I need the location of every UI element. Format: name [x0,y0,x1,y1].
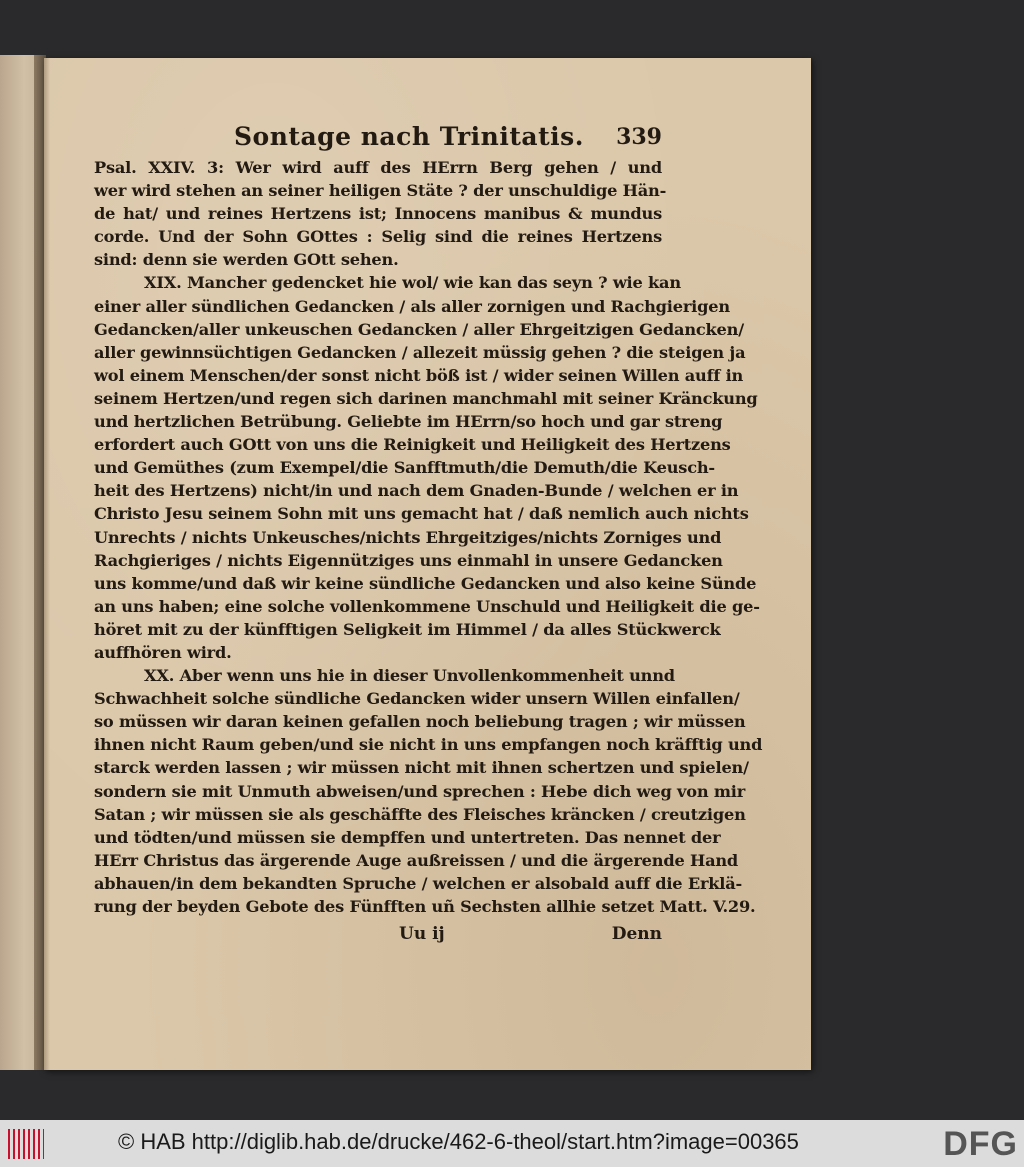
text-line: so müssen wir daran keinen gefallen noch beliebung tragen ; wir müssen [94,712,746,732]
text-line: abhauen/in dem bekandten Spruche / welchen er alsobald auff die Erklä- [94,873,743,893]
text-line: HErr Christus das ärgerende Auge außreissen / und die ärgerende Hand [94,850,739,870]
text-line: wol einem Menschen/der sonst nicht böß ist / wider seinen Willen auff in [94,365,744,385]
source-url-link[interactable]: © HAB http://diglib.hab.de/drucke/462-6-theol/start.htm?image=00365 [118,1129,799,1154]
text-line: Rachgieriges / nichts Eigennütziges uns einmahl in unsere Gedancken [94,550,723,570]
text-line: wer wird stehen an seiner heiligen Stäte ? der unschuldige Hän- [94,181,667,201]
paragraph-start: XX. Aber wenn uns hie in dieser Unvollenkommenheit unnd [144,666,675,686]
text-line: ihnen nicht Raum geben/und sie nicht in uns empfangen noch kräfftig und [94,735,763,755]
text-line: Gedancken/aller unkeuschen Gedancken / aller Ehrgeitzigen Gedancken/ [94,319,744,339]
text-line: de hat/ und reines Hertzens ist; Innocens manibus & mundus [94,204,662,224]
dfg-logo[interactable]: DFG [943,1125,1018,1163]
text-line: corde. Und der Sohn GOttes : Selig sind die reines Hertzens [94,227,662,247]
text-line: an uns haben; eine solche vollenkommene Unschuld und Heiligkeit die ge- [94,596,760,616]
text-line: Unrechts / nichts Unkeusches/nichts Ehrgeitziges/nichts Zorniges und [94,527,722,547]
text-line: auffhören wird. [94,642,232,662]
page-footer-marks [94,922,662,948]
text-line: Satan ; wir müssen sie als geschäffte des Fleisches kräncken / creutzigen [94,804,746,824]
text-line: und Gemüthes (zum Exempel/die Sanfftmuth/die Demuth/die Keusch- [94,458,715,478]
text-line: Schwachheit solche sündliche Gedancken wider unsern Willen einfallen/ [94,689,740,709]
text-line: aller gewinnsüchtigen Gedancken / allezeit müssig gehen ? die steigen ja [94,342,746,362]
text-line: starck werden lassen ; wir müssen nicht mit ihnen schertzen und spielen/ [94,758,749,778]
page-shadow [44,58,50,1070]
running-head: Sontage nach Trinitatis. [234,122,584,151]
text-line: sondern sie mit Unmuth abweisen/und sprechen : Hebe dich weg von mir [94,781,746,801]
text-line: uns komme/und daß wir keine sündliche Gedancken und also keine Sünde [94,573,757,593]
page-header [94,122,662,156]
page-number: 339 [616,124,662,150]
signature-mark: Uu ij [399,924,445,945]
text-line: einer aller sündlichen Gedancken / als aller zornigen und Rachgierigen [94,296,730,316]
text-line: seinem Hertzen/und regen sich darinen manchmahl mit seiner Kränckung [94,388,758,408]
page-text-block [94,122,763,948]
text-line: Psal. XXIV. 3: Wer wird auff des HErrn Berg gehen / und [94,158,662,177]
paragraph-start: XIX. Mancher gedencket hie wol/ wie kan das seyn ? wie kan [144,273,681,293]
catchword: Denn [611,924,662,945]
hab-logo-icon[interactable] [8,1129,44,1159]
text-line: erfordert auch GOtt von uns die Reinigkeit und Heiligkeit des Hertzens [94,435,731,455]
text-line: Christo Jesu seinem Sohn mit uns gemacht hat / daß nemlich auch nichts [94,504,749,524]
text-line: rung der beyden Gebote des Fünfften uñ Sechsten allhie setzet Matt. V.29. [94,897,756,916]
text-line: und hertzlichen Betrübung. Geliebte im HErrn/so hoch und gar streng [94,412,723,432]
viewer-footer [0,1120,1024,1167]
text-line: heit des Hertzens) nicht/in und nach dem Gnaden-Bunde / welchen er in [94,481,739,501]
text-line: und tödten/und müssen sie dempffen und untertreten. Das nennet der [94,827,721,847]
text-line: höret mit zu der künfftigen Seligkeit im Himmel / da alles Stückwerck [94,619,721,639]
text-line: sind: denn sie werden GOtt sehen. [94,250,399,270]
